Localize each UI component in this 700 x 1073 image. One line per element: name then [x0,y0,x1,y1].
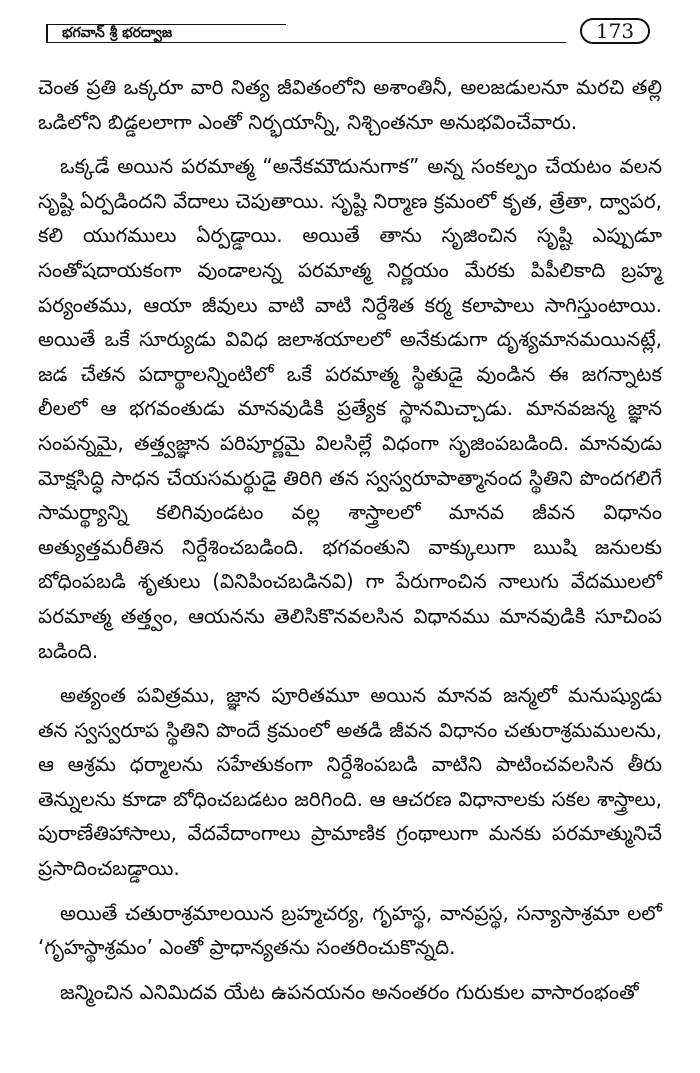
header-rule [46,42,566,43]
header-left-bar [46,24,48,43]
running-header [46,19,650,44]
page-body [38,70,662,1019]
page-number: 173 [580,18,650,44]
paragraph-upanayanam: జన్మించిన ఎనిమిదవ యేట ఉపనయనం అనంతరం గురుకుల వాసారంభంతో [60,979,639,1004]
paragraph-ashramas: అయితే చతురాశ్రమాలయిన బ్రహ్మచర్య, గృహస్థ, వానప్రస్థ, సన్యాసాశ్రమా లలో ‘గృహస్థాశ్రమం’ ఎంతో ప్రాధాన్యతను సంతరించుకొన్నది. [38,900,662,960]
paragraph-human-birth: అత్యంత పవిత్రము, జ్ఞాన పూరితమూ అయిన మానవ జన్మలో మనుష్యుడు తన స్వస్వరూప స్థితిని పొందే క్రమంలో అతడి జీవన విధానం చతురాశ్రమములను, ఆ ఆశ్రమ ధర్మాలను సహేతుకంగా నిర్దేశింపబడి వాటిని పాటించవలసిన తీరు తెన్నులను కూడా బోధించబడటం జరిగింది. ఆ ఆచరణ విధానాలకు సకల శాస్త్రాలు, పురాణేతిహాసాలు, వేదవేదాంగాలు ప్రామాణిక గ్రంథాలుగా మనకు పరమాత్మునిచే ప్రసాదించబడ్డాయి. [38,683,662,881]
book-title: భగవాన్ శ్రీ భరద్వాజ [62,25,173,41]
paragraph-creation: ఒక్కడే అయిన పరమాత్మ “అనేకమౌదునుగాక” అన్న సంకల్పం చేయటం వలన సృష్టి ఏర్పడిందని వేదాలు చెపుతాయి. సృష్టి నిర్మాణ క్రమంలో కృత, త్రేతా, ద్వాపర, కలి యుగములు ఏర్పడ్డాయి. అయితే తాను సృజించిన సృష్టి ఎప్పుడూ సంతోషదాయకంగా వుండాలన్న పరమాత్మ నిర్ణయం మేరకు పిపీలికాది బ్రహ్మ పర్యంతము, ఆయా జీవులు వాటి వాటి నిర్దేశిత కర్మ కలాపాలు సాగిస్తుంటాయి. అయితే ఒకే సూర్యుడు వివిధ జలాశయాలలో అనేకుడుగా దృశ్యమానమయినట్లే, జడ చేతన పదార్థాలన్నింటిలో ఒకే పరమాత్మ స్థితుడై వుండిన ఈ జగన్నాటక లీలలో ఆ భగవంతుడు మానవుడికి ప్రత్యేక స్థానమిచ్చాడు. మానవజన్మ జ్ఞాన సంపన్నమై, తత్త్వజ్ఞాన పరిపూర్ణమై విలసిల్లే విధంగా సృజింపబడింది. మానవుడు మోక్షసిద్ధి సాధన చేయసమర్థుడై తిరిగి తన స్వస్వరూపాత్మానంద స్థితిని పొందగలిగే సామర్థ్యాన్ని కలిగివుండటం వల్ల శాస్త్రాలలో మానవ జీవన విధానం అత్యుత్తమరీతిన నిర్దేశించబడింది. భగవంతుని వాక్కులుగా ఋషి జనులకు బోధింపబడి శృతులు (వినిపించబడినవి) గా పేరుగాంచిన నాలుగు వేదములలో పరమాత్మ తత్త్వం, ఆయనను తెలిసికొనవలసిన విధానము మానవుడికి సూచింప బడింది. [38,154,662,663]
paragraph-continuation: చెంత ప్రతి ఒక్కరూ వారి నిత్య జీవితంలోని అశాంతినీ, అలజడులనూ మరచి తల్లి ఒడిలోని బిడ్డలలాగా ఎంతో నిర్భయాన్నీ, నిశ్చింతనూ అనుభవించేవారు. [38,75,662,134]
